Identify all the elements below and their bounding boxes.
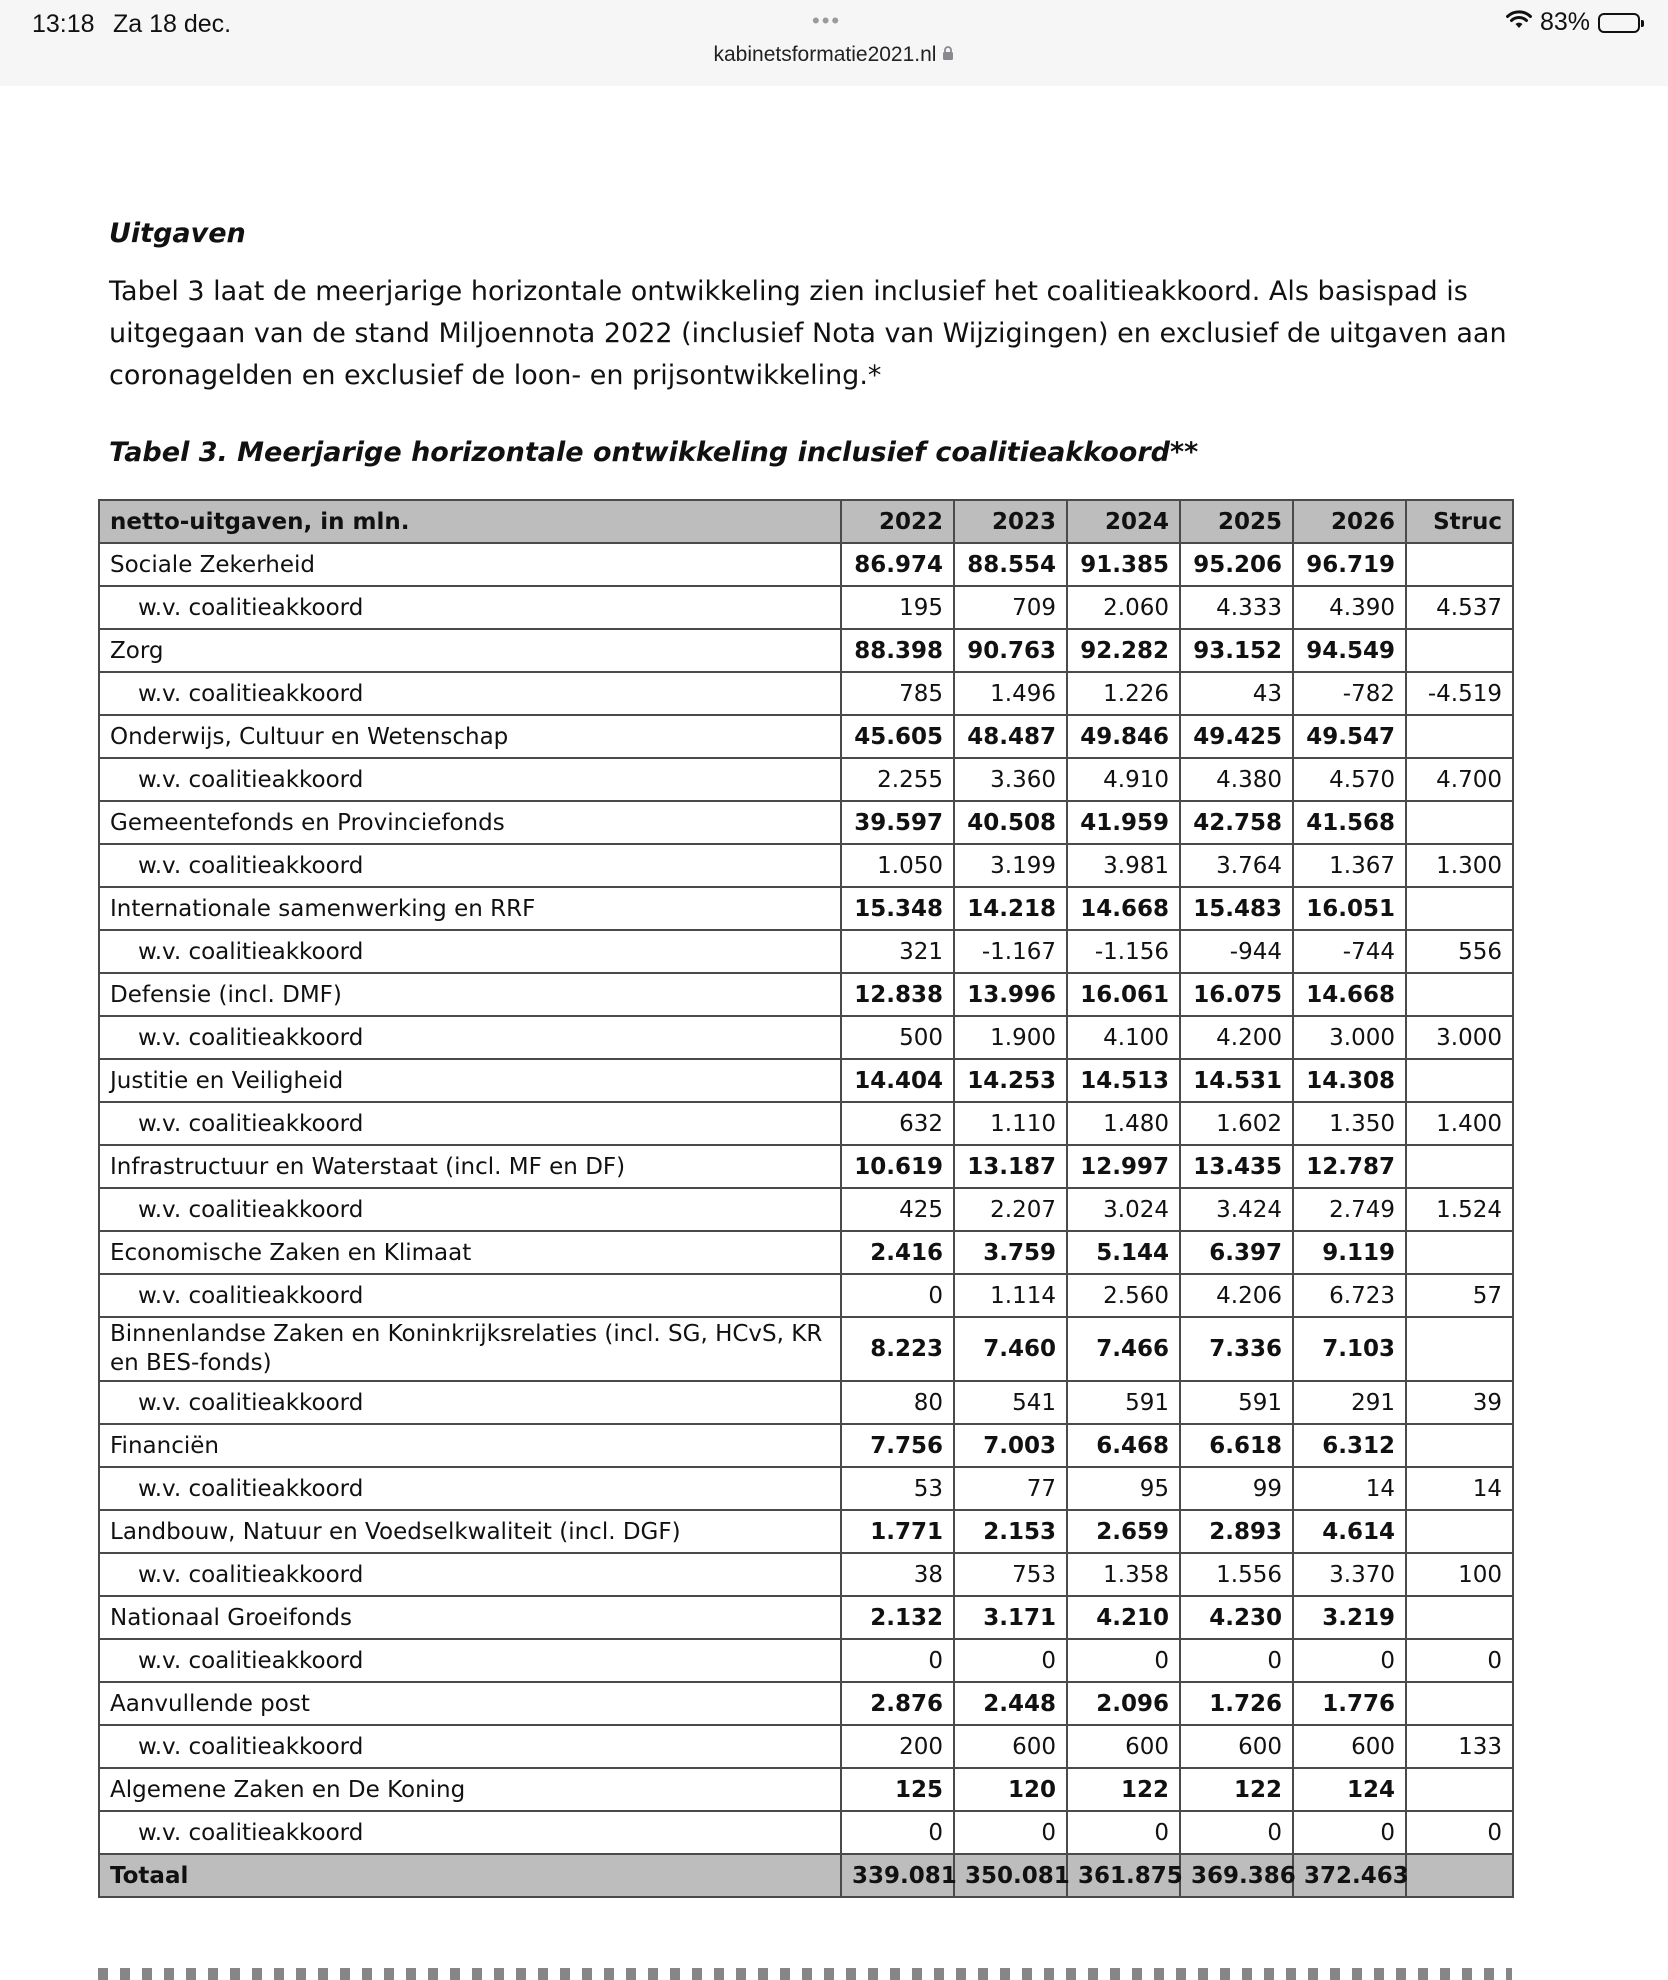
ministry-row — [99, 1768, 1513, 1811]
cell-2026: 4.614 — [1293, 1510, 1406, 1553]
cell-2023: 3.199 — [954, 844, 1067, 887]
wifi-icon — [1506, 8, 1532, 37]
cell-2025: 4.206 — [1180, 1274, 1293, 1317]
cell-2024: 2.060 — [1067, 586, 1180, 629]
cell-2025: 7.336 — [1180, 1317, 1293, 1381]
cell-2024: 3.024 — [1067, 1188, 1180, 1231]
coalition-subrow — [99, 844, 1513, 887]
cell-2024: 12.997 — [1067, 1145, 1180, 1188]
column-header-struc: Struc — [1406, 500, 1513, 543]
row-label: Zorg — [99, 629, 841, 672]
cell-2022: 321 — [841, 930, 954, 973]
ministry-row — [99, 1424, 1513, 1467]
cell-struc: 1.400 — [1406, 1102, 1513, 1145]
cell-struc — [1406, 1510, 1513, 1553]
cell-2026: 2.749 — [1293, 1188, 1406, 1231]
table-title: Tabel 3. Meerjarige horizontale ontwikkeling inclusief coalitieakkoord** — [109, 437, 1199, 468]
url-text: kabinetsformatie2021.nl — [713, 43, 937, 66]
row-label: w.v. coalitieakkoord — [99, 1725, 841, 1768]
ministry-row — [99, 1145, 1513, 1188]
battery-icon — [1598, 13, 1640, 33]
cell-2022: 785 — [841, 672, 954, 715]
row-label: Internationale samenwerking en RRF — [99, 887, 841, 930]
cell-2026: 291 — [1293, 1381, 1406, 1424]
cell-2024: 591 — [1067, 1381, 1180, 1424]
cell-2023: 350.081 — [954, 1854, 1067, 1897]
ministry-row — [99, 1596, 1513, 1639]
row-label: Landbouw, Natuur en Voedselkwaliteit (incl. DGF) — [99, 1510, 841, 1553]
column-header-2023: 2023 — [954, 500, 1067, 543]
status-time: 13:18 — [32, 10, 95, 38]
total-row — [99, 1854, 1513, 1897]
cell-2022: 0 — [841, 1811, 954, 1854]
cell-2026: 0 — [1293, 1811, 1406, 1854]
coalition-subrow — [99, 1725, 1513, 1768]
cell-2026: 41.568 — [1293, 801, 1406, 844]
cell-2026: 3.219 — [1293, 1596, 1406, 1639]
cell-2026: 1.350 — [1293, 1102, 1406, 1145]
cell-struc: 1.300 — [1406, 844, 1513, 887]
cell-struc — [1406, 543, 1513, 586]
cell-2022: 1.050 — [841, 844, 954, 887]
row-label: w.v. coalitieakkoord — [99, 1381, 841, 1424]
cell-2022: 125 — [841, 1768, 954, 1811]
cell-2023: 753 — [954, 1553, 1067, 1596]
ministry-row — [99, 801, 1513, 844]
cell-2026: 7.103 — [1293, 1317, 1406, 1381]
cell-2026: 14.308 — [1293, 1059, 1406, 1102]
row-label: w.v. coalitieakkoord — [99, 1016, 841, 1059]
cell-2025: 95.206 — [1180, 543, 1293, 586]
cell-2024: 41.959 — [1067, 801, 1180, 844]
cell-2026: 96.719 — [1293, 543, 1406, 586]
cell-2024: 1.226 — [1067, 672, 1180, 715]
cut-off-text-line — [98, 1968, 1512, 1980]
cell-2022: 39.597 — [841, 801, 954, 844]
cell-2025: 13.435 — [1180, 1145, 1293, 1188]
cell-2023: 120 — [954, 1768, 1067, 1811]
cell-2023: 3.171 — [954, 1596, 1067, 1639]
cell-2026: 3.370 — [1293, 1553, 1406, 1596]
cell-struc — [1406, 973, 1513, 1016]
cell-2024: 4.210 — [1067, 1596, 1180, 1639]
cell-2022: 53 — [841, 1467, 954, 1510]
row-label: Justitie en Veiligheid — [99, 1059, 841, 1102]
cell-struc — [1406, 801, 1513, 844]
cell-2026: 94.549 — [1293, 629, 1406, 672]
cell-2022: 12.838 — [841, 973, 954, 1016]
cell-2025: 42.758 — [1180, 801, 1293, 844]
cell-struc: 4.700 — [1406, 758, 1513, 801]
cell-2025: 3.424 — [1180, 1188, 1293, 1231]
cell-2026: 600 — [1293, 1725, 1406, 1768]
cell-2023: 13.187 — [954, 1145, 1067, 1188]
column-header-2022: 2022 — [841, 500, 954, 543]
cell-struc — [1406, 887, 1513, 930]
cell-2023: 1.900 — [954, 1016, 1067, 1059]
cell-struc — [1406, 1424, 1513, 1467]
coalition-subrow — [99, 1639, 1513, 1682]
row-label: w.v. coalitieakkoord — [99, 1553, 841, 1596]
cell-struc: 0 — [1406, 1639, 1513, 1682]
cell-2026: 4.390 — [1293, 586, 1406, 629]
column-header-2025: 2025 — [1180, 500, 1293, 543]
cell-2026: -744 — [1293, 930, 1406, 973]
cell-2025: 591 — [1180, 1381, 1293, 1424]
cell-2025: 6.397 — [1180, 1231, 1293, 1274]
cell-2024: 2.096 — [1067, 1682, 1180, 1725]
cell-2023: 541 — [954, 1381, 1067, 1424]
cell-struc — [1406, 1682, 1513, 1725]
row-label: Aanvullende post — [99, 1682, 841, 1725]
coalition-subrow — [99, 1381, 1513, 1424]
cell-2023: 2.153 — [954, 1510, 1067, 1553]
cell-struc: 1.524 — [1406, 1188, 1513, 1231]
cell-2025: 4.200 — [1180, 1016, 1293, 1059]
cell-2022: 339.081 — [841, 1854, 954, 1897]
cell-struc: 556 — [1406, 930, 1513, 973]
cell-2025: 2.893 — [1180, 1510, 1293, 1553]
cell-2026: 9.119 — [1293, 1231, 1406, 1274]
cell-2024: 92.282 — [1067, 629, 1180, 672]
cell-2026: 49.547 — [1293, 715, 1406, 758]
cell-2024: 4.910 — [1067, 758, 1180, 801]
cell-2025: 49.425 — [1180, 715, 1293, 758]
cell-2022: 425 — [841, 1188, 954, 1231]
cell-2025: -944 — [1180, 930, 1293, 973]
cell-2026: -782 — [1293, 672, 1406, 715]
row-label: Sociale Zekerheid — [99, 543, 841, 586]
row-label: Binnenlandse Zaken en Koninkrijksrelaties (incl. SG, HCvS, KR en BES-fonds) — [99, 1317, 841, 1381]
cell-2023: 3.360 — [954, 758, 1067, 801]
coalition-subrow — [99, 1811, 1513, 1854]
cell-2022: 500 — [841, 1016, 954, 1059]
address-bar[interactable] — [0, 43, 1668, 67]
row-label: w.v. coalitieakkoord — [99, 1639, 841, 1682]
cell-2023: 40.508 — [954, 801, 1067, 844]
cell-2023: 600 — [954, 1725, 1067, 1768]
ministry-row — [99, 543, 1513, 586]
cell-2023: 14.218 — [954, 887, 1067, 930]
cell-2023: 1.110 — [954, 1102, 1067, 1145]
cell-2025: 4.380 — [1180, 758, 1293, 801]
row-label: Gemeentefonds en Provinciefonds — [99, 801, 841, 844]
row-label: Algemene Zaken en De Koning — [99, 1768, 841, 1811]
cell-2023: 48.487 — [954, 715, 1067, 758]
cell-struc — [1406, 1231, 1513, 1274]
document-body — [109, 218, 1509, 474]
cell-2024: 14.513 — [1067, 1059, 1180, 1102]
cell-2022: 45.605 — [841, 715, 954, 758]
cell-2022: 2.876 — [841, 1682, 954, 1725]
cell-2022: 0 — [841, 1639, 954, 1682]
cell-2026: 124 — [1293, 1768, 1406, 1811]
cell-2024: 0 — [1067, 1639, 1180, 1682]
cell-2023: 1.114 — [954, 1274, 1067, 1317]
column-header-label: netto-uitgaven, in mln. — [99, 500, 841, 543]
ministry-row — [99, 1510, 1513, 1553]
coalition-subrow — [99, 1188, 1513, 1231]
cell-2025: 1.726 — [1180, 1682, 1293, 1725]
cell-2024: 122 — [1067, 1768, 1180, 1811]
cell-struc — [1406, 1596, 1513, 1639]
cell-struc: 14 — [1406, 1467, 1513, 1510]
cell-2026: 6.312 — [1293, 1424, 1406, 1467]
cell-2025: 4.333 — [1180, 586, 1293, 629]
column-header-2026: 2026 — [1293, 500, 1406, 543]
cell-2024: 1.480 — [1067, 1102, 1180, 1145]
cell-struc — [1406, 1059, 1513, 1102]
row-label: w.v. coalitieakkoord — [99, 844, 841, 887]
row-label: w.v. coalitieakkoord — [99, 586, 841, 629]
row-label: w.v. coalitieakkoord — [99, 1274, 841, 1317]
cell-2025: 6.618 — [1180, 1424, 1293, 1467]
cell-2022: 14.404 — [841, 1059, 954, 1102]
cell-2023: 14.253 — [954, 1059, 1067, 1102]
cell-2022: 88.398 — [841, 629, 954, 672]
table-body — [99, 543, 1513, 1897]
row-label: w.v. coalitieakkoord — [99, 1188, 841, 1231]
coalition-subrow — [99, 930, 1513, 973]
cell-2022: 2.255 — [841, 758, 954, 801]
cell-2023: 0 — [954, 1811, 1067, 1854]
cell-2025: 4.230 — [1180, 1596, 1293, 1639]
coalition-subrow — [99, 1016, 1513, 1059]
cell-2022: 86.974 — [841, 543, 954, 586]
cell-2022: 0 — [841, 1274, 954, 1317]
cell-2022: 632 — [841, 1102, 954, 1145]
cell-2025: 122 — [1180, 1768, 1293, 1811]
cell-2023: 7.460 — [954, 1317, 1067, 1381]
status-bar — [0, 0, 1668, 86]
cell-2024: 16.061 — [1067, 973, 1180, 1016]
cell-2024: 3.981 — [1067, 844, 1180, 887]
status-indicators — [1506, 8, 1640, 37]
cell-struc: 3.000 — [1406, 1016, 1513, 1059]
cell-2022: 200 — [841, 1725, 954, 1768]
cell-2026: 16.051 — [1293, 887, 1406, 930]
cell-2022: 195 — [841, 586, 954, 629]
cell-2025: 3.764 — [1180, 844, 1293, 887]
coalition-subrow — [99, 1274, 1513, 1317]
cell-2025: 99 — [1180, 1467, 1293, 1510]
ministry-row — [99, 973, 1513, 1016]
cell-struc — [1406, 715, 1513, 758]
cell-struc — [1406, 629, 1513, 672]
row-label: w.v. coalitieakkoord — [99, 1467, 841, 1510]
cell-struc: 100 — [1406, 1553, 1513, 1596]
ministry-row — [99, 887, 1513, 930]
cell-2026: 4.570 — [1293, 758, 1406, 801]
cell-2025: 14.531 — [1180, 1059, 1293, 1102]
cell-2024: 14.668 — [1067, 887, 1180, 930]
cell-2026: 3.000 — [1293, 1016, 1406, 1059]
cell-2024: 2.560 — [1067, 1274, 1180, 1317]
cell-struc — [1406, 1317, 1513, 1381]
row-label: Totaal — [99, 1854, 841, 1897]
cell-2023: -1.167 — [954, 930, 1067, 973]
cell-2023: 3.759 — [954, 1231, 1067, 1274]
column-header-2024: 2024 — [1067, 500, 1180, 543]
coalition-subrow — [99, 586, 1513, 629]
cell-struc: 0 — [1406, 1811, 1513, 1854]
row-label: w.v. coalitieakkoord — [99, 1102, 841, 1145]
battery-percentage: 83% — [1539, 8, 1590, 36]
cell-2023: 0 — [954, 1639, 1067, 1682]
cell-struc — [1406, 1145, 1513, 1188]
cell-2025: 93.152 — [1180, 629, 1293, 672]
row-label: w.v. coalitieakkoord — [99, 672, 841, 715]
row-label: w.v. coalitieakkoord — [99, 758, 841, 801]
row-label: w.v. coalitieakkoord — [99, 1811, 841, 1854]
cell-2024: 91.385 — [1067, 543, 1180, 586]
cell-struc — [1406, 1768, 1513, 1811]
section-title: Uitgaven — [109, 218, 246, 249]
ministry-row — [99, 715, 1513, 758]
coalition-subrow — [99, 1102, 1513, 1145]
cell-2023: 90.763 — [954, 629, 1067, 672]
cell-2024: 7.466 — [1067, 1317, 1180, 1381]
lock-icon — [942, 43, 954, 67]
cell-2022: 7.756 — [841, 1424, 954, 1467]
cell-2023: 7.003 — [954, 1424, 1067, 1467]
cell-2025: 43 — [1180, 672, 1293, 715]
cell-struc: 133 — [1406, 1725, 1513, 1768]
cell-2026: 6.723 — [1293, 1274, 1406, 1317]
cell-2022: 8.223 — [841, 1317, 954, 1381]
cell-2024: 600 — [1067, 1725, 1180, 1768]
cell-2022: 1.771 — [841, 1510, 954, 1553]
ministry-row — [99, 1231, 1513, 1274]
cell-2026: 14.668 — [1293, 973, 1406, 1016]
cell-2024: 1.358 — [1067, 1553, 1180, 1596]
cell-2023: 13.996 — [954, 973, 1067, 1016]
cell-2022: 15.348 — [841, 887, 954, 930]
cell-2025: 0 — [1180, 1811, 1293, 1854]
cell-2022: 2.416 — [841, 1231, 954, 1274]
cell-2026: 0 — [1293, 1639, 1406, 1682]
cell-struc: 4.537 — [1406, 586, 1513, 629]
cell-2026: 12.787 — [1293, 1145, 1406, 1188]
ministry-row — [99, 629, 1513, 672]
cell-2023: 77 — [954, 1467, 1067, 1510]
cell-struc: 39 — [1406, 1381, 1513, 1424]
cell-2024: 4.100 — [1067, 1016, 1180, 1059]
row-label: Nationaal Groeifonds — [99, 1596, 841, 1639]
row-label: Onderwijs, Cultuur en Wetenschap — [99, 715, 841, 758]
cell-2023: 1.496 — [954, 672, 1067, 715]
cell-2025: 16.075 — [1180, 973, 1293, 1016]
row-label: Defensie (incl. DMF) — [99, 973, 841, 1016]
cell-2026: 1.367 — [1293, 844, 1406, 887]
cell-2022: 80 — [841, 1381, 954, 1424]
cell-2022: 10.619 — [841, 1145, 954, 1188]
cell-struc: 57 — [1406, 1274, 1513, 1317]
cell-2025: 0 — [1180, 1639, 1293, 1682]
cell-2024: 0 — [1067, 1811, 1180, 1854]
cell-2023: 2.448 — [954, 1682, 1067, 1725]
cell-2024: 361.875 — [1067, 1854, 1180, 1897]
cell-2022: 2.132 — [841, 1596, 954, 1639]
cell-2023: 709 — [954, 586, 1067, 629]
cell-struc — [1406, 1854, 1513, 1897]
coalition-subrow — [99, 1467, 1513, 1510]
ministry-row — [99, 1317, 1513, 1381]
cell-2025: 600 — [1180, 1725, 1293, 1768]
intro-paragraph: Tabel 3 laat de meerjarige horizontale ontwikkeling zien inclusief het coalitieakkoord. Als basispad is uitgegaan van de stand Miljoennota 2022 (inclusief Nota van Wijzigingen) en exclusief de uitgaven aan coronagelden en exclusief de loon- en prijsontwikkeling.* — [109, 276, 1507, 391]
status-date: Za 18 dec. — [113, 10, 232, 38]
cell-2023: 2.207 — [954, 1188, 1067, 1231]
cell-2024: -1.156 — [1067, 930, 1180, 973]
cell-2024: 49.846 — [1067, 715, 1180, 758]
ministry-row — [99, 1682, 1513, 1725]
cell-2026: 1.776 — [1293, 1682, 1406, 1725]
cell-2024: 6.468 — [1067, 1424, 1180, 1467]
cell-2024: 95 — [1067, 1467, 1180, 1510]
row-label: Financiën — [99, 1424, 841, 1467]
row-label: Infrastructuur en Waterstaat (incl. MF en DF) — [99, 1145, 841, 1188]
expenditure-table — [98, 499, 1514, 1898]
row-label: Economische Zaken en Klimaat — [99, 1231, 841, 1274]
cell-2025: 369.386 — [1180, 1854, 1293, 1897]
cell-2024: 2.659 — [1067, 1510, 1180, 1553]
cell-struc: -4.519 — [1406, 672, 1513, 715]
coalition-subrow — [99, 1553, 1513, 1596]
row-label: w.v. coalitieakkoord — [99, 930, 841, 973]
cell-2025: 15.483 — [1180, 887, 1293, 930]
cell-2025: 1.602 — [1180, 1102, 1293, 1145]
cell-2025: 1.556 — [1180, 1553, 1293, 1596]
ministry-row — [99, 1059, 1513, 1102]
cell-2026: 372.463 — [1293, 1854, 1406, 1897]
cell-2022: 38 — [841, 1553, 954, 1596]
coalition-subrow — [99, 672, 1513, 715]
cell-2026: 14 — [1293, 1467, 1406, 1510]
cell-2023: 88.554 — [954, 543, 1067, 586]
multitasking-dots-icon[interactable]: ••• — [812, 8, 842, 33]
cell-2024: 5.144 — [1067, 1231, 1180, 1274]
coalition-subrow — [99, 758, 1513, 801]
table-header-row — [99, 500, 1513, 543]
